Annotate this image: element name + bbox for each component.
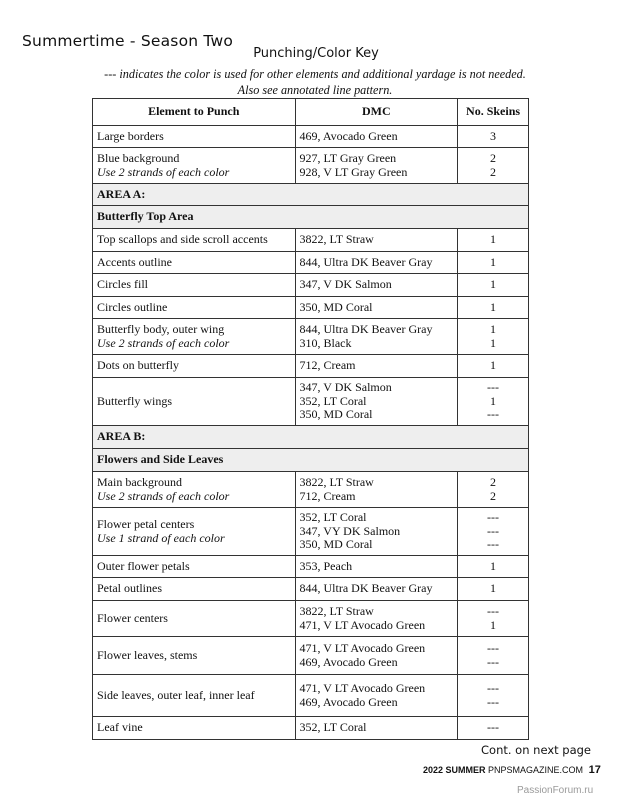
skein-count: 1 bbox=[490, 232, 497, 247]
table-row bbox=[93, 297, 529, 319]
dmc-color: 352, LT Coral bbox=[299, 393, 367, 408]
dmc-color: 471, V LT Avocado Green bbox=[299, 641, 426, 655]
table-row bbox=[93, 319, 529, 355]
dmc-color: 352, LT Coral bbox=[299, 720, 367, 735]
dmc-color: 3822, LT Straw bbox=[299, 604, 374, 618]
skein-count: 1 bbox=[490, 299, 497, 314]
section-row bbox=[93, 426, 529, 449]
dmc-color: 347, V DK Salmon bbox=[299, 380, 392, 395]
dmc-cell bbox=[295, 508, 458, 556]
header-dmc: DMC bbox=[295, 99, 458, 126]
skein-count: --- bbox=[487, 681, 500, 695]
skein-count: 1 bbox=[490, 393, 497, 408]
skeins-cell bbox=[458, 297, 529, 319]
element-name: Side leaves, outer leaf, inner leaf bbox=[97, 687, 255, 702]
dmc-color: 350, MD Coral bbox=[299, 407, 373, 422]
dmc-cell bbox=[295, 675, 458, 717]
element-cell bbox=[93, 637, 296, 675]
skein-count: --- bbox=[487, 604, 500, 618]
table-row bbox=[93, 229, 529, 252]
dmc-color: 3822, LT Straw bbox=[299, 232, 374, 247]
dmc-cell bbox=[295, 637, 458, 675]
skein-count: --- bbox=[487, 720, 500, 735]
skein-count: --- bbox=[487, 523, 500, 538]
section-heading: Flowers and Side Leaves bbox=[93, 449, 529, 472]
dmc-cell bbox=[295, 274, 458, 297]
dmc-cell bbox=[295, 126, 458, 148]
watermark: PassionForum.ru bbox=[517, 785, 594, 796]
dmc-color: 347, VY DK Salmon bbox=[299, 523, 401, 538]
skeins-cell bbox=[458, 508, 529, 556]
skeins-cell bbox=[458, 717, 529, 740]
dmc-color: 844, Ultra DK Beaver Gray bbox=[299, 581, 433, 596]
skeins-cell bbox=[458, 274, 529, 297]
skein-count: 2 bbox=[490, 475, 497, 489]
element-cell bbox=[93, 126, 296, 148]
element-cell bbox=[93, 601, 296, 637]
element-name: Outer flower petals bbox=[97, 558, 190, 573]
element-name: Flower centers bbox=[97, 610, 168, 625]
skeins-cell bbox=[458, 637, 529, 675]
table-row bbox=[93, 675, 529, 717]
element-cell bbox=[93, 319, 296, 355]
instruction-note bbox=[0, 66, 622, 98]
table-row bbox=[93, 508, 529, 556]
dmc-color: 350, MD Coral bbox=[299, 537, 373, 552]
element-name: Flower leaves, stems bbox=[97, 647, 198, 662]
skeins-cell bbox=[458, 126, 529, 148]
skein-count: 1 bbox=[490, 254, 497, 269]
color-key-table bbox=[92, 98, 529, 740]
element-cell bbox=[93, 252, 296, 274]
skein-count: --- bbox=[487, 510, 500, 525]
table-row bbox=[93, 556, 529, 578]
element-name: Circles outline bbox=[97, 299, 168, 314]
element-name: Circles fill bbox=[97, 277, 148, 292]
skeins-cell bbox=[458, 319, 529, 355]
element-cell bbox=[93, 274, 296, 297]
skeins-cell bbox=[458, 229, 529, 252]
dmc-color: 844, Ultra DK Beaver Gray bbox=[299, 322, 433, 336]
dmc-cell bbox=[295, 229, 458, 252]
element-note: Use 1 strand of each color bbox=[97, 530, 225, 545]
dmc-cell bbox=[295, 472, 458, 508]
dmc-color: 471, V LT Avocado Green bbox=[299, 681, 426, 695]
dmc-cell bbox=[295, 252, 458, 274]
element-cell bbox=[93, 355, 296, 378]
element-name: Butterfly body, outer wing bbox=[97, 322, 225, 336]
note-line-2: Also see annotated line pattern. bbox=[237, 83, 393, 97]
element-name: Flower petal centers bbox=[97, 517, 195, 531]
page-title: Summertime - Season Two bbox=[22, 32, 234, 50]
skein-count: 1 bbox=[490, 581, 497, 596]
page-subtitle: Punching/Color Key bbox=[253, 46, 379, 61]
element-cell bbox=[93, 508, 296, 556]
dmc-cell bbox=[295, 378, 458, 426]
section-row bbox=[93, 206, 529, 229]
skein-count: 1 bbox=[490, 617, 497, 632]
issue-label: 2022 SUMMER bbox=[423, 765, 486, 775]
dmc-color: 712, Cream bbox=[299, 358, 356, 373]
dmc-color: 844, Ultra DK Beaver Gray bbox=[299, 254, 433, 269]
dmc-cell bbox=[295, 355, 458, 378]
page-number: 17 bbox=[588, 764, 601, 776]
table-row bbox=[93, 637, 529, 675]
element-cell bbox=[93, 378, 296, 426]
skeins-cell bbox=[458, 601, 529, 637]
table-row bbox=[93, 378, 529, 426]
dmc-cell bbox=[295, 717, 458, 740]
element-name: Main background bbox=[97, 475, 182, 489]
site-label: PNPSMAGAZINE.COM bbox=[488, 765, 584, 775]
element-name: Petal outlines bbox=[97, 581, 162, 596]
skein-count: 3 bbox=[490, 128, 497, 143]
header-skeins: No. Skeins bbox=[458, 99, 529, 126]
section-row bbox=[93, 184, 529, 206]
section-heading: Butterfly Top Area bbox=[93, 206, 529, 229]
element-cell bbox=[93, 297, 296, 319]
element-name: Large borders bbox=[97, 128, 164, 143]
dmc-color: 471, V LT Avocado Green bbox=[299, 617, 426, 632]
table-row bbox=[93, 578, 529, 601]
table-row bbox=[93, 355, 529, 378]
element-cell bbox=[93, 229, 296, 252]
element-cell bbox=[93, 675, 296, 717]
element-name: Dots on butterfly bbox=[97, 358, 179, 373]
skein-count: --- bbox=[487, 380, 500, 395]
table-row bbox=[93, 252, 529, 274]
dmc-color: 469, Avocado Green bbox=[299, 654, 398, 669]
dmc-color: 469, Avocado Green bbox=[299, 694, 398, 709]
section-row bbox=[93, 449, 529, 472]
element-note: Use 2 strands of each color bbox=[97, 335, 230, 350]
section-heading: AREA B: bbox=[93, 426, 529, 449]
skeins-cell bbox=[458, 675, 529, 717]
skein-count: --- bbox=[487, 537, 500, 552]
table-row bbox=[93, 148, 529, 184]
skein-count: 1 bbox=[490, 322, 497, 336]
skeins-cell bbox=[458, 252, 529, 274]
dmc-cell bbox=[295, 601, 458, 637]
dmc-color: 310, Black bbox=[299, 335, 352, 350]
skeins-cell bbox=[458, 578, 529, 601]
element-name: Leaf vine bbox=[97, 720, 143, 735]
dmc-cell bbox=[295, 148, 458, 184]
element-name: Accents outline bbox=[97, 254, 172, 269]
dmc-color: 352, LT Coral bbox=[299, 510, 367, 525]
dmc-color: 350, MD Coral bbox=[299, 299, 373, 314]
element-cell bbox=[93, 717, 296, 740]
table-row bbox=[93, 274, 529, 297]
skeins-cell bbox=[458, 378, 529, 426]
note-line-1: --- indicates the color is used for other elements and additional yardage is not needed. bbox=[104, 67, 526, 81]
element-note: Use 2 strands of each color bbox=[97, 164, 230, 179]
dmc-color: 927, LT Gray Green bbox=[299, 151, 397, 165]
element-cell bbox=[93, 472, 296, 508]
skeins-cell bbox=[458, 472, 529, 508]
skein-count: 2 bbox=[490, 164, 497, 179]
skein-count: 1 bbox=[490, 277, 497, 292]
table-header-row bbox=[93, 99, 529, 126]
dmc-cell bbox=[295, 556, 458, 578]
element-cell bbox=[93, 148, 296, 184]
skeins-cell bbox=[458, 148, 529, 184]
skein-count: --- bbox=[487, 407, 500, 422]
element-cell bbox=[93, 578, 296, 601]
table-row bbox=[93, 126, 529, 148]
element-name: Blue background bbox=[97, 151, 180, 165]
dmc-color: 353, Peach bbox=[299, 558, 353, 573]
skeins-cell bbox=[458, 355, 529, 378]
element-cell bbox=[93, 556, 296, 578]
dmc-color: 712, Cream bbox=[299, 488, 356, 503]
skein-count: 1 bbox=[490, 358, 497, 373]
dmc-color: 469, Avocado Green bbox=[299, 128, 398, 143]
dmc-cell bbox=[295, 578, 458, 601]
dmc-color: 3822, LT Straw bbox=[299, 475, 374, 489]
dmc-color: 347, V DK Salmon bbox=[299, 277, 392, 292]
table-row bbox=[93, 717, 529, 740]
skein-count: 1 bbox=[490, 558, 497, 573]
skein-count: --- bbox=[487, 694, 500, 709]
skein-count: --- bbox=[487, 641, 500, 655]
dmc-cell bbox=[295, 319, 458, 355]
dmc-cell bbox=[295, 297, 458, 319]
table-row bbox=[93, 472, 529, 508]
skein-count: 2 bbox=[490, 488, 497, 503]
element-name: Top scallops and side scroll accents bbox=[97, 232, 268, 247]
skein-count: 1 bbox=[490, 335, 497, 350]
skeins-cell bbox=[458, 556, 529, 578]
dmc-color: 928, V LT Gray Green bbox=[299, 164, 408, 179]
table-row bbox=[93, 601, 529, 637]
skein-count: 2 bbox=[490, 151, 497, 165]
element-note: Use 2 strands of each color bbox=[97, 488, 230, 503]
skein-count: --- bbox=[487, 654, 500, 669]
page-footer bbox=[423, 764, 601, 776]
element-name: Butterfly wings bbox=[97, 393, 172, 408]
section-heading: AREA A: bbox=[93, 184, 529, 206]
header-element: Element to Punch bbox=[93, 99, 296, 126]
continued-note: Cont. on next page bbox=[481, 743, 592, 757]
